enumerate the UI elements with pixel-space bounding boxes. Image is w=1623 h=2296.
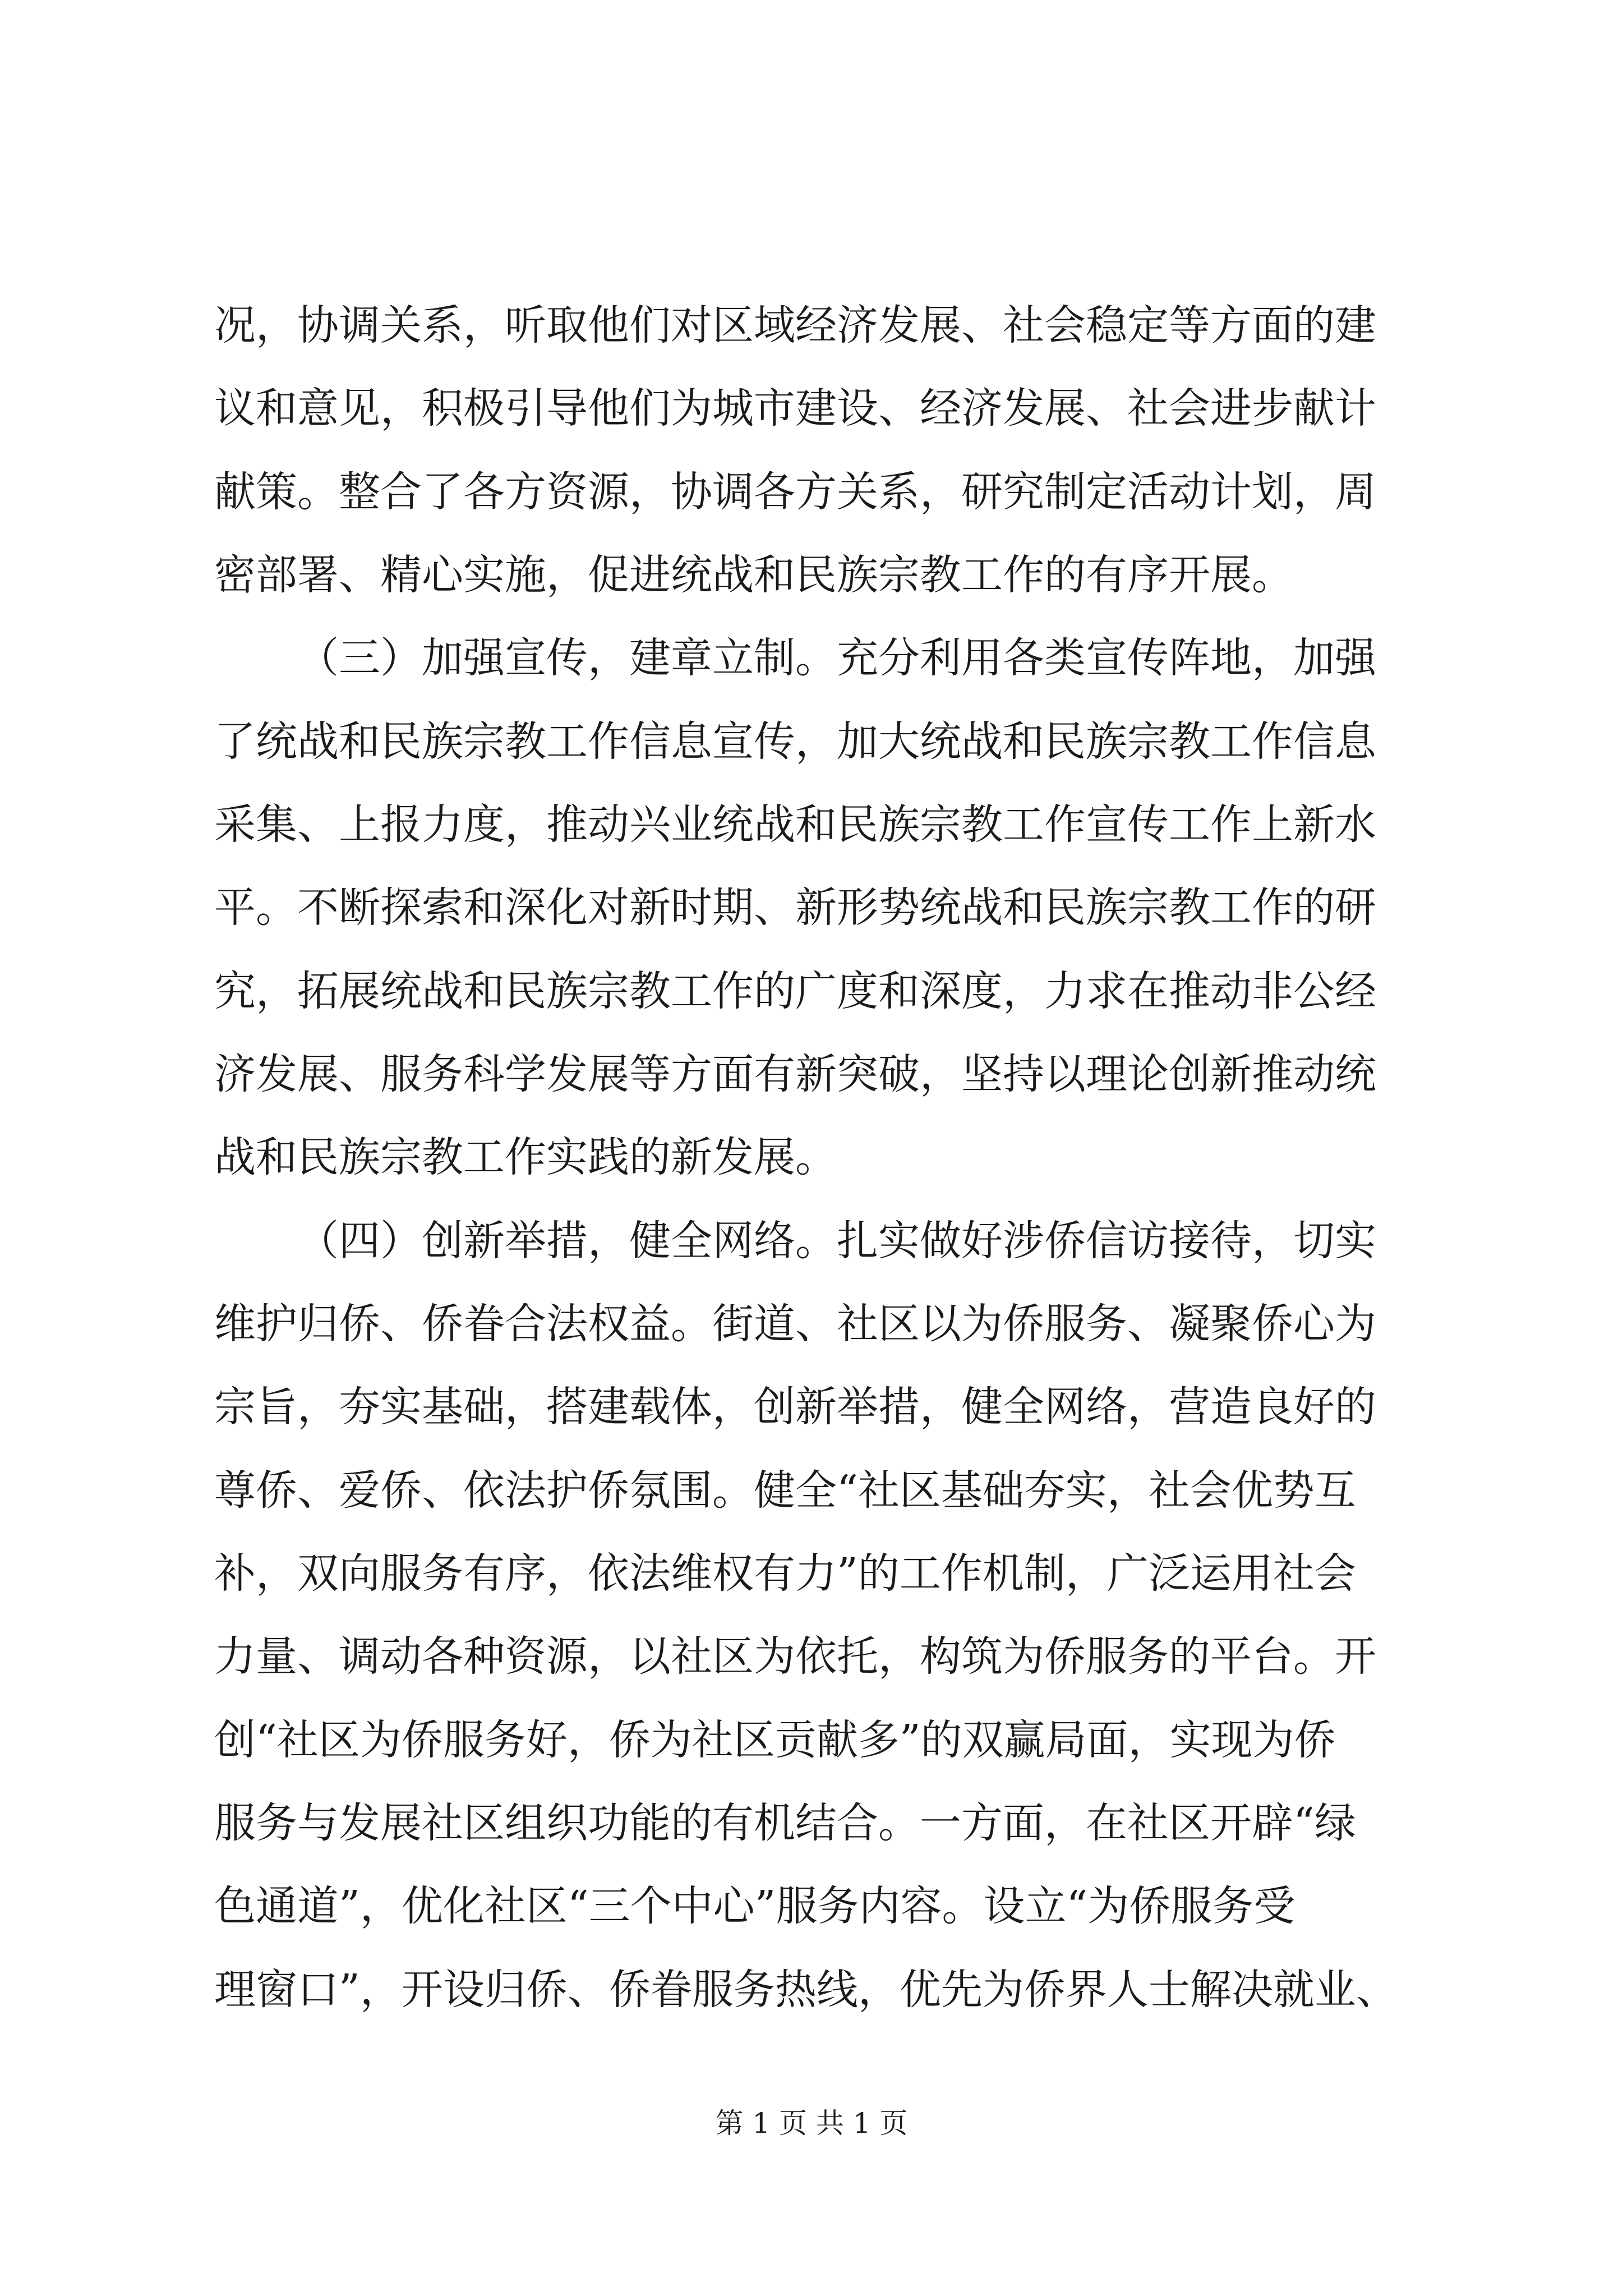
text-line: 色通道”，优化社区“三个中心”服务内容。设立“为侨服务受 [214, 1882, 1295, 1930]
text-line: 平。不断探索和深化对新时期、新形势统战和民族宗教工作的研 [214, 884, 1376, 932]
text-line: 采集、上报力度，推动兴业统战和民族宗教工作宣传工作上新水 [214, 800, 1376, 849]
text-line: 况，协调关系，听取他们对区域经济发展、社会稳定等方面的建 [214, 301, 1376, 349]
text-line: 维护归侨、侨眷合法权益。街道、社区以为侨服务、凝聚侨心为 [214, 1300, 1376, 1348]
text-line: 尊侨、爱侨、依法护侨氛围。健全“社区基础夯实，社会优势互 [214, 1466, 1356, 1515]
page-footer: 第 1 页 共 1 页 [715, 2107, 908, 2139]
text-line: 济发展、服务科学发展等方面有新突破，坚持以理论创新推动统 [214, 1050, 1376, 1098]
text-line: 战和民族宗教工作实践的新发展。 [214, 1133, 837, 1181]
paragraph-first-line: （三）加强宣传，建章立制。充分利用各类宣传阵地，加强 [297, 634, 1376, 682]
text-line: 议和意见，积极引导他们为城市建设、经济发展、社会进步献计 [214, 384, 1376, 432]
paragraph-first-line: （四）创新举措，健全网络。扎实做好涉侨信访接待，切实 [297, 1217, 1376, 1265]
text-line: 究，拓展统战和民族宗教工作的广度和深度，力求在推动非公经 [214, 967, 1376, 1015]
text-line: 服务与发展社区组织功能的有机结合。一方面，在社区开辟“绿 [214, 1799, 1356, 1847]
text-line: 补，双向服务有序，依法维权有力”的工作机制，广泛运用社会 [214, 1549, 1356, 1598]
text-line: 理窗口”，开设归侨、侨眷服务热线，优先为侨界人士解决就业、 [214, 1966, 1398, 2014]
text-line: 密部署、精心实施，促进统战和民族宗教工作的有序开展。 [214, 551, 1293, 599]
text-line: 献策。整合了各方资源，协调各方关系，研究制定活动计划，周 [214, 468, 1376, 516]
text-line: 创“社区为侨服务好，侨为社区贡献多”的双赢局面，实现为侨 [214, 1716, 1336, 1764]
text-line: 力量、调动各种资源，以社区为依托，构筑为侨服务的平台。开 [214, 1632, 1376, 1681]
text-line: 了统战和民族宗教工作信息宣传，加大统战和民族宗教工作信息 [214, 717, 1376, 766]
text-line: 宗旨，夯实基础，搭建载体，创新举措，健全网络，营造良好的 [214, 1383, 1376, 1431]
